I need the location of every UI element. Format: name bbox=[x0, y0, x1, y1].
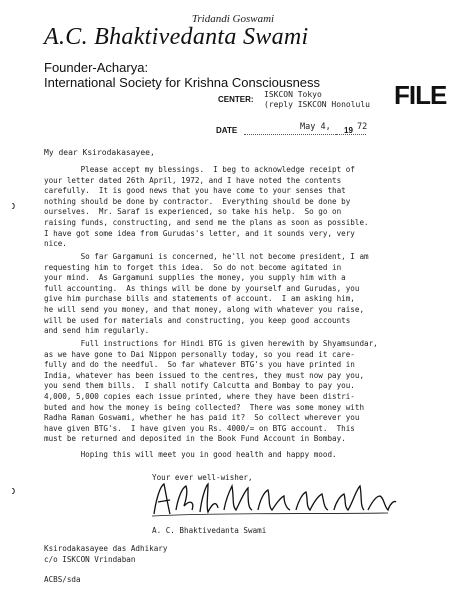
file-stamp: FILE bbox=[394, 80, 447, 110]
date-value: May 4, bbox=[300, 122, 331, 132]
center-line-2: (reply ISKCON Honolulu bbox=[264, 100, 370, 109]
date-dotted-line bbox=[244, 134, 336, 135]
letterhead-founder: Founder-Acharya: bbox=[44, 60, 149, 75]
paragraph-1: Please accept my blessings. I beg to acknowledge receipt of your letter dated 26th April, 1972, and I have noted the contents carefully. It is good news that you have come to your senses that nothing should be done by contractor. Everything should be done by ourselves. Mr. Saraf is experienced, so take his help. So go on raising funds, constructing, and send me the plans as soon as possible. I have got some idea from Gurudas's letter, and it sounds very, very nice. bbox=[44, 165, 369, 249]
letterhead-tridandi: Tridandi Goswami bbox=[191, 13, 275, 25]
punch-hole-mark-bottom bbox=[10, 488, 16, 494]
date-label: DATE bbox=[216, 126, 238, 135]
signature-image bbox=[148, 480, 398, 520]
center-line-1: ISKCON Tokyo bbox=[264, 90, 322, 99]
punch-hole-mark-top bbox=[10, 203, 16, 209]
recipient-line-1: Ksirodakasayee das Adhikary bbox=[44, 544, 168, 553]
paragraph-2: So far Gargamuni is concerned, he'll not become president, I am requesting him to forget this idea. So do not become agitated in your mind. As Gargamuni supplies the money, you supply him with a full accounting. As things will be done by yourself and Gurudas, you give him purchase bills and statements of account. I am asking him, he will send you money, and that money, along with whatever you raise, will be used for materials and constructing, you keep good accounts and send him regularly. bbox=[44, 252, 369, 336]
center-label: CENTER: bbox=[218, 95, 254, 104]
recipient-line-2: c/o ISKCON Vrindaban bbox=[44, 555, 136, 564]
paragraph-3: Full instructions for Hindi BTG is given herewith by Shyamsundar, as we have gone to Dai Nippon personally today, so you read it care- fully and do the needful. So far whatever BTG's you have printed in India, whatever has been issued to the centres, they must now pay you, you send them bills. I shall notify Calcutta and Bombay to pay you. 4,000, 5,000 copies each issue printed, where they have been distri- buted and how the money is being collected? There was some money with Radha Raman Goswami, whether he has paid it? So collect wherever you have given BTG's. I have given you Rs. 4000/= on BTG account. This must be returned and deposited in the Book Fund Account in Bombay. bbox=[44, 339, 378, 444]
year-prefix: 19 bbox=[344, 126, 353, 135]
salutation: My dear Ksirodakasayee, bbox=[44, 148, 155, 157]
closing: Your ever well-wisher, bbox=[152, 473, 253, 482]
reference-initials: ACBS/sda bbox=[44, 575, 81, 584]
paragraph-4: Hoping this will meet you in good health and happy mood. bbox=[44, 450, 337, 459]
typed-signature-name: A. C. Bhaktivedanta Swami bbox=[152, 526, 267, 535]
year-suffix: 72 bbox=[357, 122, 368, 132]
letterhead-society: International Society for Krishna Consciousness bbox=[44, 75, 321, 90]
letterhead-name: A.C. Bhaktivedanta Swami bbox=[44, 24, 309, 50]
